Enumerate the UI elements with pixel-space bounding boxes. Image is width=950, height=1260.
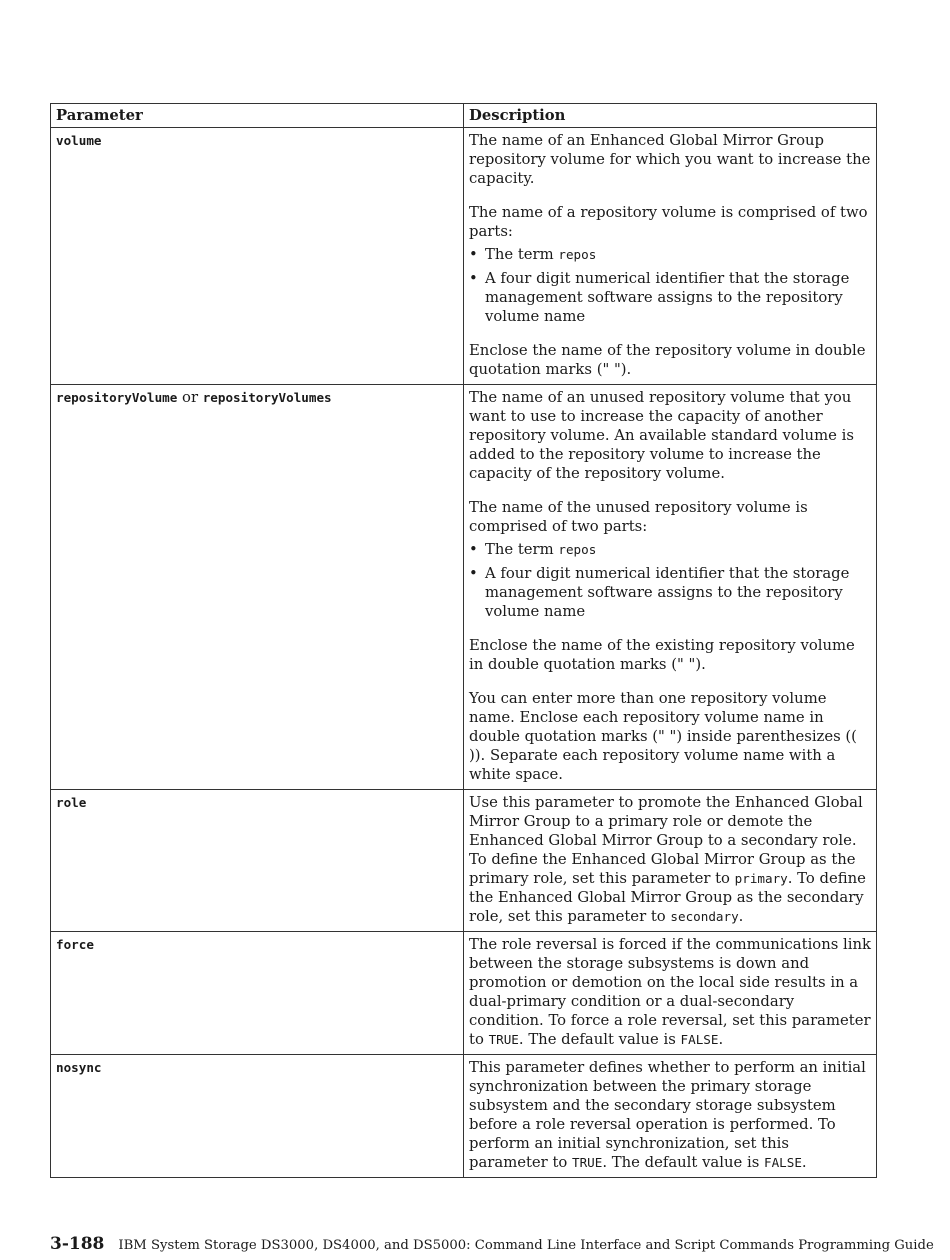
code-text: repos (558, 247, 597, 262)
page-number: 3-188 (50, 1234, 105, 1254)
description-paragraph: You can enter more than one repository volume name. Enclose each repository volume name in double quotation marks (" ") inside parenthesizes (( )). Separate each repository volume name with a white space. (469, 690, 857, 783)
description-text: Use this parameter to promote the Enhanced Global Mirror Group to a primary role or demote the Enhanced Global Mirror Group to a secondary role. To define the Enhanced Global Mirror Group as the primary role, set this parameter to (469, 794, 863, 887)
description-text: This parameter defines whether to perform an initial synchronization between the primary storage subsystem and the secondary storage subsystem before a role reversal operation is performed. To perform an initial synchronization, set this parameter to (469, 1059, 866, 1171)
description-text: . The default value is (518, 1031, 681, 1048)
list-item-text: The term (485, 541, 559, 558)
code-text: TRUE (572, 1155, 603, 1170)
parameter-table (50, 103, 877, 1178)
bullet-list (469, 540, 872, 621)
table-header-row (51, 104, 877, 128)
code-text: repos (558, 542, 597, 557)
description-paragraph: The name of a repository volume is comprised of two parts: (469, 204, 868, 240)
description-cell (464, 128, 877, 385)
table-row (51, 128, 877, 385)
code-text: primary (734, 871, 788, 886)
list-item: • A four digit numerical identifier that the storage management software assigns to the repository volume name (469, 564, 872, 621)
connector-text: or (177, 389, 203, 406)
parameter-cell (51, 790, 464, 932)
page-footer (50, 1234, 934, 1254)
table-row (51, 1055, 877, 1178)
parameter-name: nosync (56, 1060, 102, 1075)
description-paragraph (469, 935, 872, 1049)
parameter-cell (51, 385, 464, 790)
list-item (469, 245, 872, 264)
description-paragraph: Enclose the name of the existing repository volume in double quotation marks (" "). (469, 637, 855, 673)
parameter-name: force (56, 937, 94, 952)
bullet-list (469, 245, 872, 326)
table-row (51, 790, 877, 932)
parameter-name: repositoryVolume (56, 390, 178, 405)
description-cell (464, 932, 877, 1055)
description-text: . The default value is (602, 1154, 764, 1171)
code-text: FALSE (764, 1155, 802, 1170)
description-text: . To define the Enhanced Global Mirror Group as the secondary role, set this parameter to (469, 870, 866, 925)
parameter-name: role (56, 795, 87, 810)
description-text: . (738, 908, 744, 925)
list-item (469, 540, 872, 559)
description-paragraph: The name of the unused repository volume is comprised of two parts: (469, 499, 808, 535)
header-parameter: Parameter (51, 104, 464, 128)
description-text: The role reversal is forced if the communications link between the storage subsystems is down and promotion or demotion on the local side results in a dual-primary condition or a dual-secondary condition. To force a role reversal, set this parameter to (469, 936, 871, 1048)
description-paragraph (469, 793, 872, 926)
list-item: • A four digit numerical identifier that the storage management software assigns to the repository volume name (469, 269, 872, 326)
description-paragraph: Enclose the name of the repository volume in double quotation marks (" "). (469, 342, 866, 378)
parameter-cell (51, 932, 464, 1055)
description-text: . (801, 1154, 807, 1171)
document-title: IBM System Storage DS3000, DS4000, and DS5000: Command Line Interface and Script Commands Programming Guide (118, 1238, 934, 1253)
table-row (51, 385, 877, 790)
parameter-name: repositoryVolumes (202, 390, 332, 405)
description-paragraph: The name of an Enhanced Global Mirror Group repository volume for which you want to increase the capacity. (469, 132, 871, 187)
description-paragraph: The name of an unused repository volume that you want to use to increase the capacity of another repository volume. An available standard volume is added to the repository volume to increase the capacity of the repository volume. (469, 389, 854, 482)
description-cell (464, 790, 877, 932)
header-description: Description (464, 104, 877, 128)
code-text: FALSE (680, 1032, 719, 1047)
parameter-cell (51, 1055, 464, 1178)
table-row (51, 932, 877, 1055)
description-paragraph (469, 1058, 872, 1172)
description-cell (464, 1055, 877, 1178)
code-text: secondary (670, 909, 739, 924)
code-text: TRUE (488, 1032, 519, 1047)
parameter-cell (51, 128, 464, 385)
description-cell (464, 385, 877, 790)
description-text: . (718, 1031, 724, 1048)
list-item-text: The term (485, 246, 559, 263)
parameter-name: volume (56, 133, 102, 148)
